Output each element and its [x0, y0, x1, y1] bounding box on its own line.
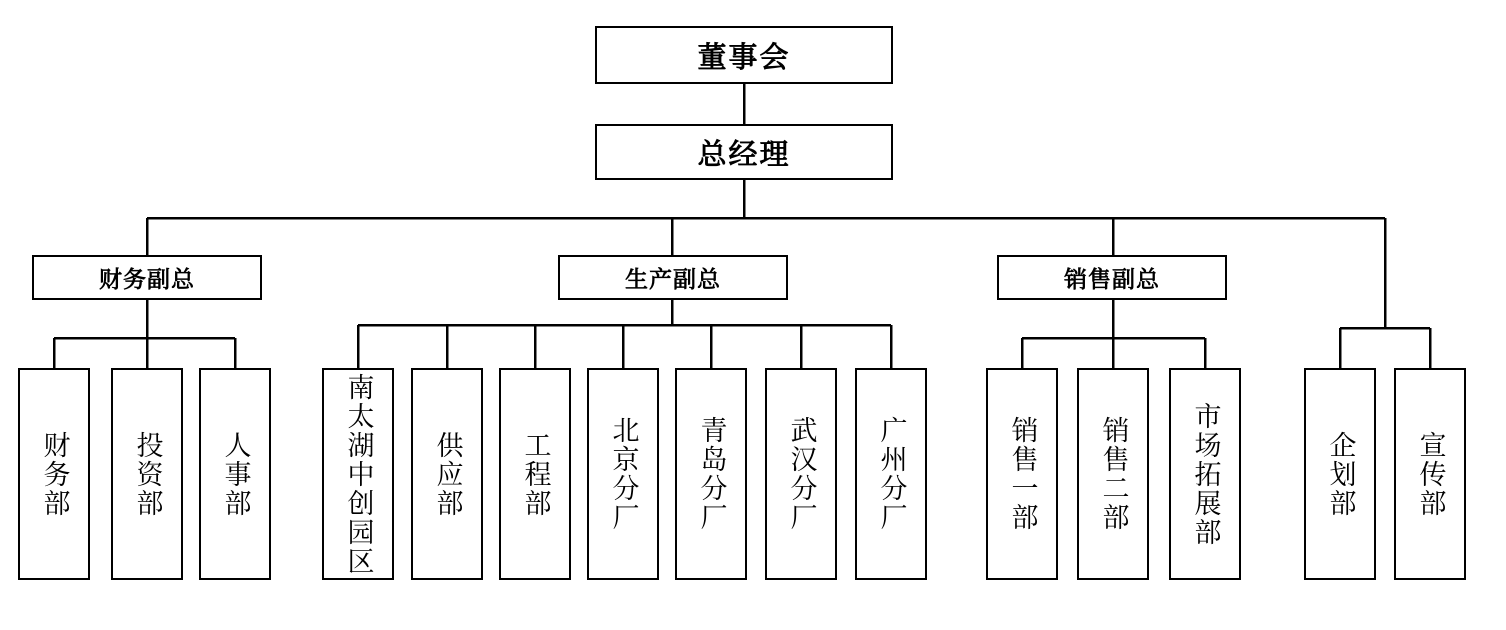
node-vp-sales[interactable] [997, 255, 1227, 300]
node-nantaihu-park[interactable] [322, 368, 394, 580]
node-label: 销售副总 [1064, 266, 1160, 292]
node-label: 总经理 [697, 138, 791, 171]
node-supply-dept[interactable] [411, 368, 483, 580]
node-label: 供应部 [432, 430, 463, 518]
node-label: 工程部 [520, 430, 551, 518]
node-general-manager[interactable] [595, 124, 893, 180]
node-beijing-branch-plant[interactable] [587, 368, 659, 580]
node-label: 销售一部 [1007, 416, 1038, 532]
node-label: 青岛分厂 [696, 416, 727, 532]
node-board[interactable] [595, 26, 893, 84]
node-qingdao-branch-plant[interactable] [675, 368, 747, 580]
node-vp-finance[interactable] [32, 255, 262, 300]
node-sales-dept-two[interactable] [1077, 368, 1149, 580]
node-label: 武汉分厂 [786, 416, 817, 532]
node-label: 生产副总 [625, 266, 721, 292]
node-label: 财务部 [39, 430, 70, 518]
node-investment-dept[interactable] [111, 368, 183, 580]
node-promotion-dept[interactable] [1394, 368, 1466, 580]
node-label: 市场拓展部 [1190, 401, 1221, 547]
node-label: 北京分厂 [608, 416, 639, 532]
node-market-development-dept[interactable] [1169, 368, 1241, 580]
node-label: 销售二部 [1098, 416, 1129, 532]
node-label: 财务副总 [99, 266, 195, 292]
node-label: 广州分厂 [876, 416, 907, 532]
node-sales-dept-one[interactable] [986, 368, 1058, 580]
node-label: 企划部 [1325, 430, 1356, 518]
node-label: 人事部 [220, 430, 251, 518]
node-planning-dept[interactable] [1304, 368, 1376, 580]
node-wuhan-branch-plant[interactable] [765, 368, 837, 580]
node-label: 投资部 [132, 430, 163, 518]
node-vp-production[interactable] [558, 255, 788, 300]
node-label: 宣传部 [1415, 430, 1446, 518]
node-finance-dept[interactable] [18, 368, 90, 580]
node-engineering-dept[interactable] [499, 368, 571, 580]
node-label: 董事会 [697, 41, 791, 74]
node-guangzhou-branch-plant[interactable] [855, 368, 927, 580]
node-hr-dept[interactable] [199, 368, 271, 580]
node-label: 南太湖中创园区 [343, 372, 374, 576]
